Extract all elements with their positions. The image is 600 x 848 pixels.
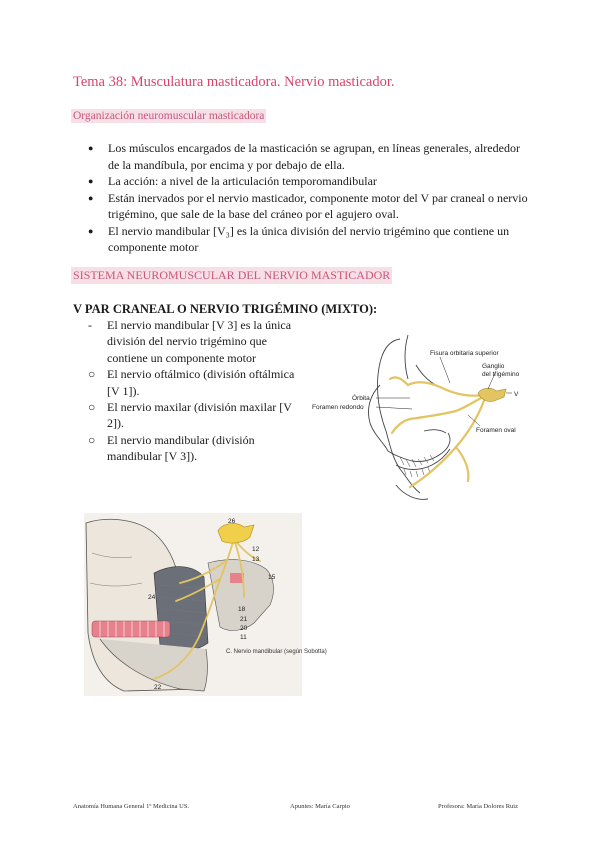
section-heading-organizacion: Organización neuromuscular masticadora (73, 110, 265, 122)
nerve-division-list (88, 317, 303, 465)
page-title: Tema 38: Musculatura masticadora. Nervio masticador. (73, 74, 395, 90)
label-orbita: Órbita (352, 395, 370, 402)
label-ganglio-2: del trigémino (482, 371, 520, 378)
fig2-label-26: 26 (228, 518, 236, 525)
list-marker: ○ (88, 400, 96, 415)
fig2-label-22: 22 (154, 684, 162, 691)
list-item (88, 432, 303, 465)
label-ganglio: Ganglio (482, 363, 505, 370)
list-marker: - (88, 318, 92, 332)
footer-right: Profesora: María Dolores Ruiz (438, 803, 518, 810)
label-foramen-oval: Foramen oval (476, 427, 516, 434)
list-item-text: El nervio mandibular (división mandibular [V 3]). (107, 432, 255, 464)
fig2-label-12: 12 (252, 546, 260, 553)
fig2-label-18: 18 (238, 606, 246, 613)
list-marker: ○ (88, 432, 96, 447)
trigeminal-skull-figure (300, 335, 532, 503)
bullet-list (88, 140, 528, 256)
list-item (88, 366, 303, 399)
mandibular-nerve-figure (84, 513, 327, 696)
list-item: ● La acción: a nivel de la articulación temporomandibular (88, 173, 528, 190)
fig2-label-15: 15 (268, 574, 276, 581)
label-fisura: Fisura orbitaria superior (430, 350, 499, 357)
fig2-label-13: 13 (252, 556, 260, 563)
list-item-text: El nervio oftálmico (división oftálmica [V 1]). (107, 367, 295, 398)
fig2-label-24: 24 (148, 594, 156, 601)
list-item: ● El nervio mandibular [V₃] es la única división del nervio trigémino que contiene un componente motor (88, 223, 528, 256)
label-foramen-redondo: Foramen redondo (312, 404, 364, 411)
footer-left: Anatomía Humana General 1º Medicina US. (73, 803, 190, 810)
fig2-label-21: 21 (240, 616, 248, 623)
fig2-label-11: 11 (240, 634, 247, 641)
list-item-text: El nervio maxilar (división maxilar [V 2]). (107, 400, 292, 431)
list-item-text: El nervio mandibular [V 3] es la única división del nervio trigémino que contiene un componente motor (107, 318, 292, 365)
list-item: ● Están inervados por el nervio masticador, componente motor del V par craneal o nervio trigémino, que sale de la base del cráneo por el agujero oval. (88, 190, 528, 223)
list-item (88, 399, 303, 432)
footer-center: Apuntes: María Carpio (290, 803, 350, 810)
fig2-label-20: 20 (240, 625, 248, 632)
fig2-caption: C. Nervio mandibular (según Sobotta) (226, 649, 327, 655)
label-v: V (514, 391, 519, 398)
list-item: ● Los músculos encargados de la masticación se agrupan, en líneas generales, alrededor de la mandíbula, por encima y por debajo de ella. (88, 140, 528, 173)
list-item (88, 317, 303, 366)
trigeminal-heading: V PAR CRANEAL O NERVIO TRIGÉMINO (MIXTO): (73, 302, 378, 316)
section-heading-sistema: SISTEMA NEUROMUSCULAR DEL NERVIO MASTICADOR (73, 268, 391, 282)
list-marker: ○ (88, 367, 96, 382)
